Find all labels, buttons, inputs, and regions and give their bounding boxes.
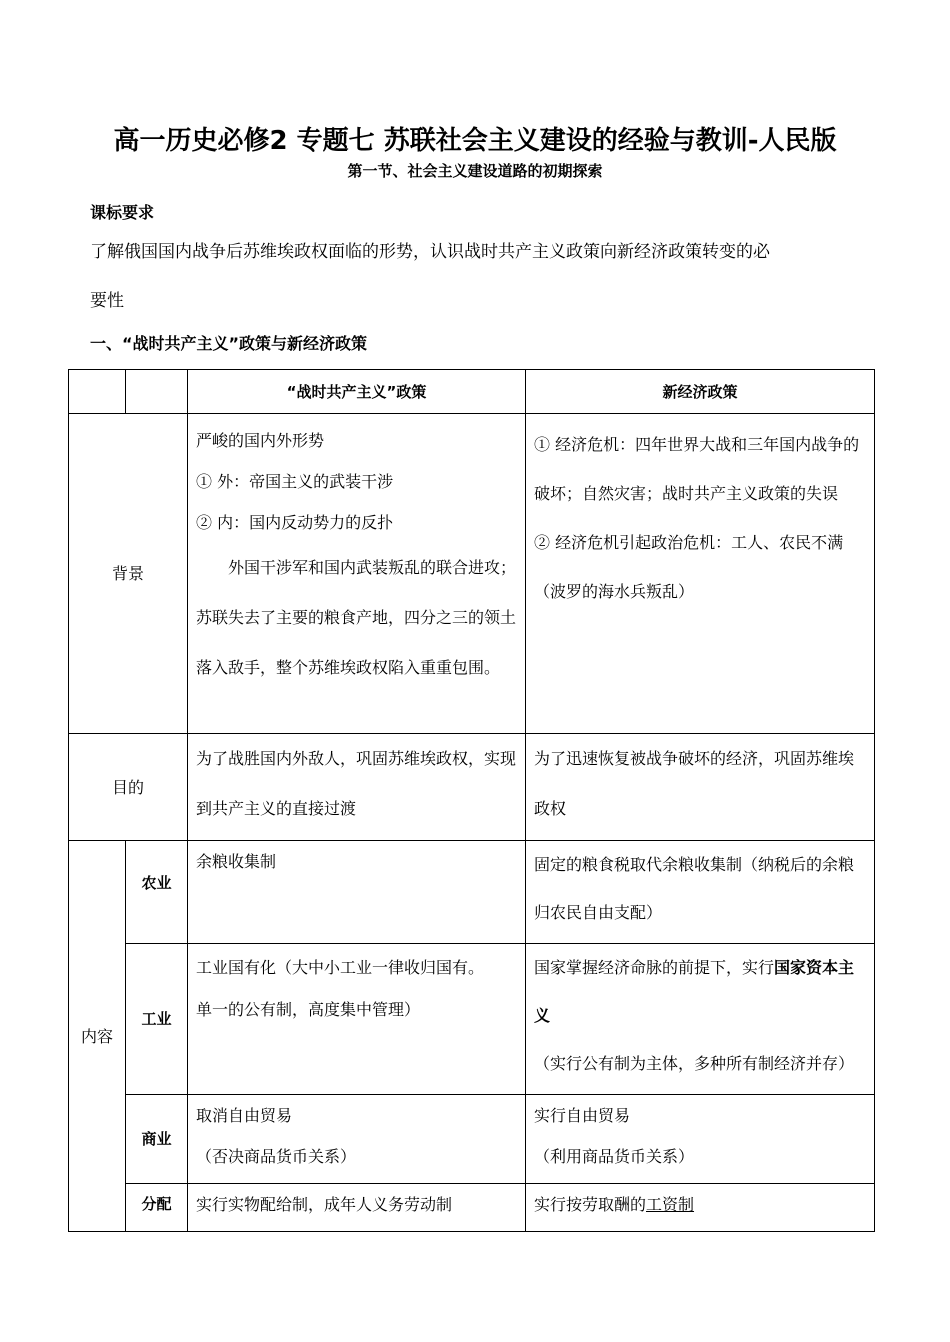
requirement-line-1: 了解俄国国内战争后苏维埃政权面临的形势，认识战时共产主义政策向新经济政策转变的必 bbox=[90, 242, 770, 262]
sublabel-distribution: 分配 bbox=[126, 1184, 188, 1232]
background-war-line: ① 外：帝国主义的武装干涉 bbox=[196, 472, 394, 491]
wage-system-term: 工资制 bbox=[646, 1195, 695, 1214]
commerce-war-line: （否决商品货币关系） bbox=[196, 1147, 357, 1166]
sublabel-industry: 工业 bbox=[126, 944, 188, 1095]
cell-war-purpose: 为了战胜国内外敌人，巩固苏维埃政权，实现到共产主义的直接过渡 bbox=[188, 734, 526, 841]
industry-nep-text: （实行公有制为主体，多种所有制经济并存） bbox=[534, 1054, 855, 1073]
background-war-line: 严峻的国内外形势 bbox=[196, 431, 325, 450]
table-row-distribution bbox=[69, 1184, 875, 1232]
distribution-nep-text: 实行按劳取酬的 bbox=[534, 1195, 647, 1214]
sublabel-commerce: 商业 bbox=[126, 1095, 188, 1184]
commerce-war-line: 取消自由贸易 bbox=[196, 1106, 293, 1125]
cell-war-agriculture: 余粮收集制 bbox=[188, 841, 526, 944]
comparison-table bbox=[68, 369, 875, 1232]
background-war-line: ② 内：国内反动势力的反扑 bbox=[196, 513, 394, 532]
cell-war-industry bbox=[188, 944, 526, 1095]
cell-nep-agriculture: 固定的粮食税取代余粮收集制（纳税后的余粮归农民自由支配） bbox=[526, 841, 875, 944]
table-row-purpose bbox=[69, 734, 875, 841]
background-war-paragraph: 外国干涉军和国内武装叛乱的联合进攻；苏联失去了主要的粮食产地，四分之三的领土落入敌手，整个苏维埃政权陷入重重包围。 bbox=[196, 558, 517, 677]
table-row-industry bbox=[69, 944, 875, 1095]
cell-nep-distribution bbox=[526, 1184, 875, 1232]
section-one-heading: 一、“战时共产主义”政策与新经济政策 bbox=[90, 334, 368, 353]
table-row-commerce bbox=[69, 1095, 875, 1184]
section-subtitle: 第一节、社会主义建设道路的初期探索 bbox=[347, 162, 603, 180]
background-nep-line: ① 经济危机：四年世界大战和三年国内战争的破坏；自然灾害；战时共产主义政策的失误 bbox=[534, 435, 860, 503]
table-header-row bbox=[69, 370, 875, 414]
row-label-background: 背景 bbox=[69, 414, 188, 734]
document-title: 高一历史必修2 专题七 苏联社会主义建设的经验与教训-人民版 bbox=[113, 126, 837, 156]
cell-war-background bbox=[188, 414, 526, 734]
table-row-agriculture bbox=[69, 841, 875, 944]
commerce-nep-line: （利用商品货币关系） bbox=[534, 1147, 695, 1166]
cell-nep-background bbox=[526, 414, 875, 734]
header-war-communism: “战时共产主义”政策 bbox=[188, 370, 526, 414]
header-empty-1 bbox=[69, 370, 126, 414]
state-capitalism-term: 国家资本主义 bbox=[534, 958, 855, 1025]
row-label-content: 内容 bbox=[69, 841, 126, 1232]
cell-nep-commerce bbox=[526, 1095, 875, 1184]
table-row-background bbox=[69, 414, 875, 734]
cell-nep-purpose: 为了迅速恢复被战争破坏的经济，巩固苏维埃政权 bbox=[526, 734, 875, 841]
industry-war-line: 单一的公有制，高度集中管理） bbox=[196, 1000, 421, 1019]
background-nep-line: ② 经济危机引起政治危机：工人、农民不满（波罗的海水兵叛乱） bbox=[534, 533, 844, 601]
cell-war-distribution: 实行实物配给制，成年人义务劳动制 bbox=[188, 1184, 526, 1232]
curriculum-heading: 课标要求 bbox=[90, 203, 155, 222]
header-empty-2 bbox=[126, 370, 188, 414]
cell-nep-industry bbox=[526, 944, 875, 1095]
commerce-nep-line: 实行自由贸易 bbox=[534, 1106, 631, 1125]
requirement-line-2: 要性 bbox=[90, 291, 124, 311]
row-label-purpose: 目的 bbox=[69, 734, 188, 841]
cell-war-commerce bbox=[188, 1095, 526, 1184]
header-nep: 新经济政策 bbox=[526, 370, 875, 414]
industry-war-line: 工业国有化（大中小工业一律收归国有。 bbox=[196, 958, 485, 977]
sublabel-agriculture: 农业 bbox=[126, 841, 188, 944]
industry-nep-text: 国家掌握经济命脉的前提下，实行 bbox=[534, 958, 775, 977]
